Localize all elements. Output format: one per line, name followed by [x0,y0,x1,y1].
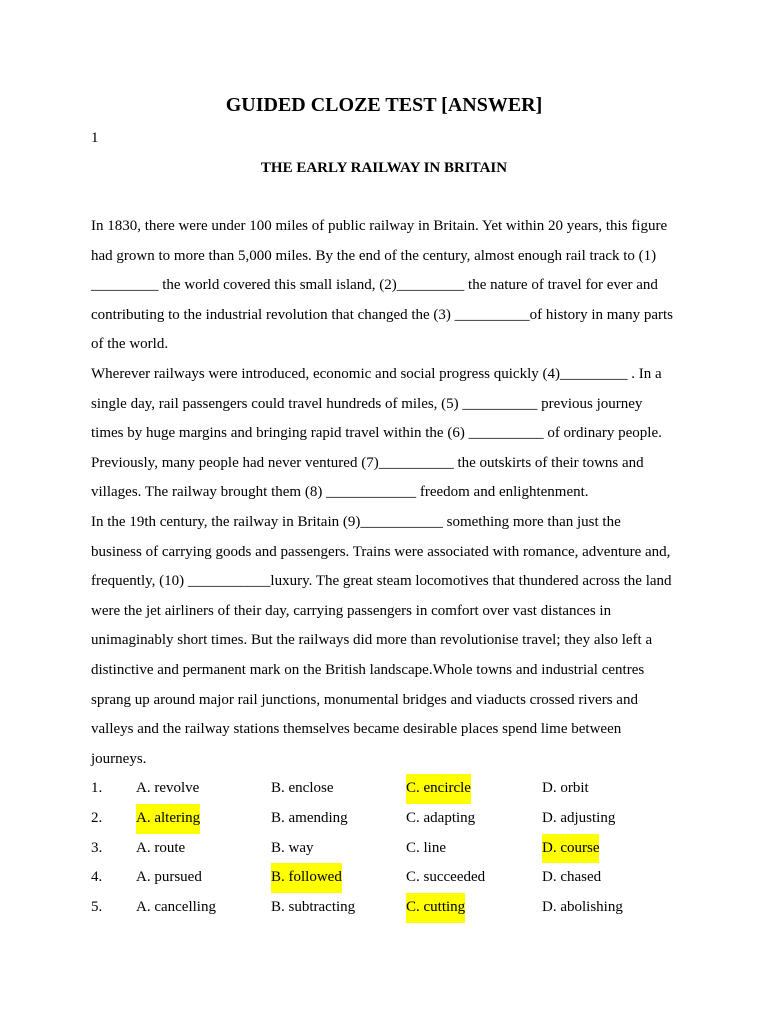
passage-line: times by huge margins and bringing rapid travel within the (6) __________ of ordinary people. [91,425,662,442]
question-number: 2. [91,809,103,826]
option-b: B. amending [271,809,348,826]
option-c: C. adapting [406,809,476,826]
option-c: C. succeeded [406,869,486,886]
question-row-3 [91,834,691,864]
answer-options [91,774,691,923]
passage-line: of the world. [91,336,169,353]
question-row-1 [91,774,691,804]
question-row-4 [91,863,691,893]
option-b: B. enclose [271,780,334,796]
passage-line: In 1830, there were under 100 miles of public railway in Britain. Yet within 20 years, this figure [91,218,668,234]
question-number: 4. [91,869,103,886]
option-c-correct-answer: C. cutting [406,893,465,923]
option-d: D. adjusting [542,809,616,826]
option-d: D. chased [542,869,602,886]
passage-line: were the jet airliners of their day, carrying passengers in comfort over vast distances in [91,602,612,619]
passage-line: In the 19th century, the railway in Britain (9)___________ something more than just the [91,513,621,530]
question-number: 5. [91,899,103,916]
passage-line: distinctive and permanent mark on the British landscape.Whole towns and industrial centres [91,661,645,678]
passage-line: single day, rail passengers could travel hundreds of miles, (5) __________ previous journey [91,395,643,412]
option-d: D. orbit [542,780,589,796]
option-d: D. abolishing [542,899,623,916]
passage-line: valleys and the railway stations themselves became desirable places spend lime between [91,721,622,738]
passage-line: Previously, many people had never ventured (7)__________ the outskirts of their towns and [91,454,644,471]
option-a: A. pursued [136,869,202,886]
passage-title: THE EARLY RAILWAY IN BRITAIN [260,160,508,176]
passage [91,212,691,774]
option-a: A. route [136,839,186,856]
passage-line: unimaginably short times. But the railways did more than revolutionise travel; they also left a [91,632,653,649]
option-a: A. cancelling [136,899,216,916]
option-b-correct-answer: B. followed [271,863,342,893]
option-b: B. subtracting [271,899,356,916]
page-title: GUIDED CLOZE TEST [ANSWER] [225,94,543,116]
question-number: 3. [91,839,103,856]
passage-line: _________ the world covered this small island, (2)_________ the nature of travel for ever and [91,277,658,294]
question-number: 1. [91,780,103,796]
option-c: C. line [406,839,446,856]
passage-line: contributing to the industrial revolution that changed the (3) __________of history in many parts [91,306,673,323]
passage-line: business of carrying goods and passengers. Trains were associated with romance, adventure and, [91,543,671,560]
section-number: 1 [91,130,99,146]
question-row-2 [91,804,691,834]
option-b: B. way [271,839,314,856]
passage-line: villages. The railway brought them (8) ____________ freedom and enlightenment. [91,484,589,501]
passage-line: frequently, (10) ___________luxury. The great steam locomotives that thundered across the land [91,573,672,590]
passage-line: sprang up around major rail junctions, monumental bridges and viaducts crossed rivers and [91,691,638,708]
option-d-correct-answer: D. course [542,834,599,864]
option-a: A. revolve [136,780,200,796]
question-row-5 [91,893,691,923]
option-a-correct-answer: A. altering [136,804,200,834]
passage-line: had grown to more than 5,000 miles. By the end of the century, almost enough rail track to (1) [91,247,657,264]
passage-line: Wherever railways were introduced, economic and social progress quickly (4)_________ . In a [91,365,662,382]
option-c-correct-answer: C. encircle [406,774,471,804]
passage-line: journeys. [91,750,147,767]
